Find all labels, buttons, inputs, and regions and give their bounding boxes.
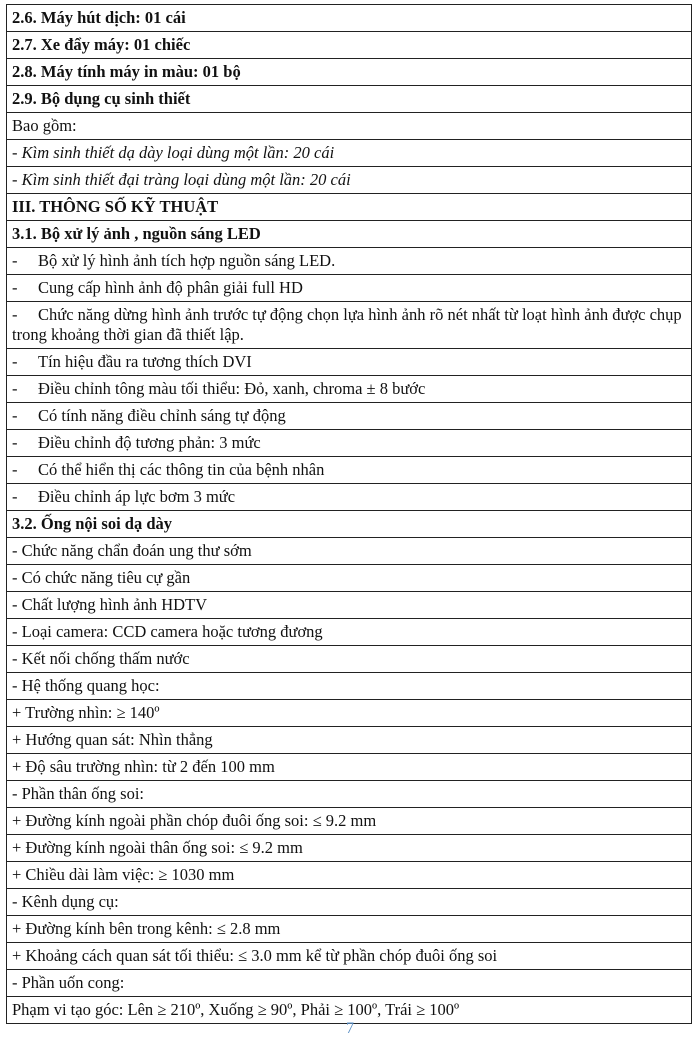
table-row xyxy=(7,457,692,484)
cell-text: Điều chỉnh tông màu tối thiểu: Đỏ, xanh, chroma ± 8 bước xyxy=(38,379,426,398)
table-cell xyxy=(7,32,692,59)
table-row xyxy=(7,673,692,700)
table-row xyxy=(7,86,692,113)
table-row xyxy=(7,619,692,646)
table-row xyxy=(7,484,692,511)
table-row xyxy=(7,167,692,194)
table-cell xyxy=(7,646,692,673)
cell-text: - Loại camera: CCD camera hoặc tương đương xyxy=(12,622,323,641)
table-row xyxy=(7,538,692,565)
table-cell xyxy=(7,835,692,862)
table-cell xyxy=(7,565,692,592)
table-row xyxy=(7,862,692,889)
table-row xyxy=(7,808,692,835)
table-row xyxy=(7,565,692,592)
table-cell xyxy=(7,754,692,781)
table-row xyxy=(7,781,692,808)
table-row xyxy=(7,430,692,457)
table-cell xyxy=(7,248,692,275)
table-cell xyxy=(7,943,692,970)
table-cell xyxy=(7,349,692,376)
bullet-dash: - xyxy=(12,278,18,297)
cell-text: + Trường nhìn: ≥ 140º xyxy=(12,703,160,722)
table-row xyxy=(7,835,692,862)
table-row xyxy=(7,349,692,376)
table-cell xyxy=(7,862,692,889)
cell-text: - Kênh dụng cụ: xyxy=(12,892,119,911)
table-cell xyxy=(7,5,692,32)
table-cell xyxy=(7,700,692,727)
table-cell xyxy=(7,302,692,349)
table-row xyxy=(7,221,692,248)
table-cell xyxy=(7,619,692,646)
table-row xyxy=(7,275,692,302)
table-cell xyxy=(7,592,692,619)
table-cell xyxy=(7,889,692,916)
bullet-dash: - xyxy=(12,352,18,371)
cell-text: 2.8. Máy tính máy in màu: 01 bộ xyxy=(12,62,241,81)
table-cell xyxy=(7,86,692,113)
table-row xyxy=(7,403,692,430)
cell-text: + Độ sâu trường nhìn: từ 2 đến 100 mm xyxy=(12,757,275,776)
cell-text: 2.9. Bộ dụng cụ sinh thiết xyxy=(12,89,191,108)
table-row xyxy=(7,59,692,86)
cell-text: Bộ xử lý hình ảnh tích hợp nguồn sáng LED. xyxy=(38,251,336,270)
cell-text: Tín hiệu đầu ra tương thích DVI xyxy=(38,352,252,371)
cell-text: Cung cấp hình ảnh độ phân giải full HD xyxy=(38,278,303,297)
cell-text: - Kìm sinh thiết dạ dày loại dùng một lần: 20 cái xyxy=(12,143,335,162)
table-row xyxy=(7,592,692,619)
cell-text: 3.2. Ống nội soi dạ dày xyxy=(12,514,173,533)
table-row xyxy=(7,194,692,221)
table-cell xyxy=(7,167,692,194)
table-cell xyxy=(7,59,692,86)
table-row xyxy=(7,140,692,167)
table-cell xyxy=(7,275,692,302)
cell-text: + Khoảng cách quan sát tối thiểu: ≤ 3.0 mm kể từ phần chóp đuôi ống soi xyxy=(12,946,498,965)
table-row xyxy=(7,113,692,140)
table-cell xyxy=(7,140,692,167)
spec-table xyxy=(6,4,692,1024)
table-cell xyxy=(7,673,692,700)
cell-text: - Hệ thống quang học: xyxy=(12,676,160,695)
table-row xyxy=(7,727,692,754)
table-cell xyxy=(7,403,692,430)
table-row xyxy=(7,943,692,970)
cell-text: Phạm vi tạo góc: Lên ≥ 210º, Xuống ≥ 90º, Phải ≥ 100º, Trái ≥ 100º xyxy=(12,1000,460,1019)
table-cell xyxy=(7,457,692,484)
table-row xyxy=(7,889,692,916)
cell-text: III. THÔNG SỐ KỸ THUẬT xyxy=(12,197,219,216)
cell-text: - Kết nối chống thấm nước xyxy=(12,649,190,668)
table-cell xyxy=(7,727,692,754)
table-cell xyxy=(7,538,692,565)
cell-text: - Có chức năng tiêu cự gần xyxy=(12,568,191,587)
bullet-dash: - xyxy=(12,406,18,425)
cell-text: - Chức năng chẩn đoán ung thư sớm xyxy=(12,541,252,560)
table-row xyxy=(7,916,692,943)
cell-text: 2.7. Xe đẩy máy: 01 chiếc xyxy=(12,35,191,54)
bullet-dash: - xyxy=(12,460,18,479)
bullet-dash: - xyxy=(12,433,18,452)
cell-text: Chức năng dừng hình ảnh trước tự động chọn lựa hình ảnh rõ nét nhất từ loạt hình ảnh được chụp trong khoảng thời gian đã thiết lập. xyxy=(12,305,682,344)
cell-text: Có tính năng điều chỉnh sáng tự động xyxy=(38,406,286,425)
table-row xyxy=(7,248,692,275)
bullet-dash: - xyxy=(12,487,18,506)
table-row xyxy=(7,754,692,781)
cell-text: - Kìm sinh thiết đại tràng loại dùng một lần: 20 cái xyxy=(12,170,351,189)
table-cell xyxy=(7,113,692,140)
cell-text: 2.6. Máy hút dịch: 01 cái xyxy=(12,8,186,27)
cell-text: - Chất lượng hình ảnh HDTV xyxy=(12,595,208,614)
cell-text: Bao gồm: xyxy=(12,116,77,135)
table-cell xyxy=(7,221,692,248)
table-row xyxy=(7,970,692,997)
cell-text: + Chiều dài làm việc: ≥ 1030 mm xyxy=(12,865,235,884)
bullet-dash: - xyxy=(12,305,18,324)
table-row xyxy=(7,302,692,349)
table-cell xyxy=(7,194,692,221)
cell-text: + Đường kính ngoài thân ống soi: ≤ 9.2 mm xyxy=(12,838,303,857)
table-row xyxy=(7,376,692,403)
cell-text: Điều chỉnh độ tương phản: 3 mức xyxy=(38,433,261,452)
cell-text: + Hướng quan sát: Nhìn thẳng xyxy=(12,730,213,749)
table-row xyxy=(7,700,692,727)
table-row xyxy=(7,511,692,538)
table-cell xyxy=(7,808,692,835)
cell-text: + Đường kính bên trong kênh: ≤ 2.8 mm xyxy=(12,919,281,938)
cell-text: - Phần thân ống soi: xyxy=(12,784,144,803)
cell-text: Có thể hiển thị các thông tin của bệnh nhân xyxy=(38,460,325,479)
table-row xyxy=(7,32,692,59)
table-cell xyxy=(7,916,692,943)
cell-text: - Phần uốn cong: xyxy=(12,973,125,992)
table-cell xyxy=(7,511,692,538)
bullet-dash: - xyxy=(12,251,18,270)
spec-table-body xyxy=(7,5,692,1024)
table-cell xyxy=(7,430,692,457)
table-cell xyxy=(7,376,692,403)
cell-text: Điều chỉnh áp lực bơm 3 mức xyxy=(38,487,236,506)
table-row xyxy=(7,646,692,673)
table-cell xyxy=(7,781,692,808)
cell-text: 3.1. Bộ xử lý ảnh , nguồn sáng LED xyxy=(12,224,261,243)
page-number: 7 xyxy=(346,1020,354,1037)
cell-text: + Đường kính ngoài phần chóp đuôi ống soi: ≤ 9.2 mm xyxy=(12,811,377,830)
table-cell xyxy=(7,970,692,997)
table-row xyxy=(7,5,692,32)
table-cell xyxy=(7,484,692,511)
bullet-dash: - xyxy=(12,379,18,398)
